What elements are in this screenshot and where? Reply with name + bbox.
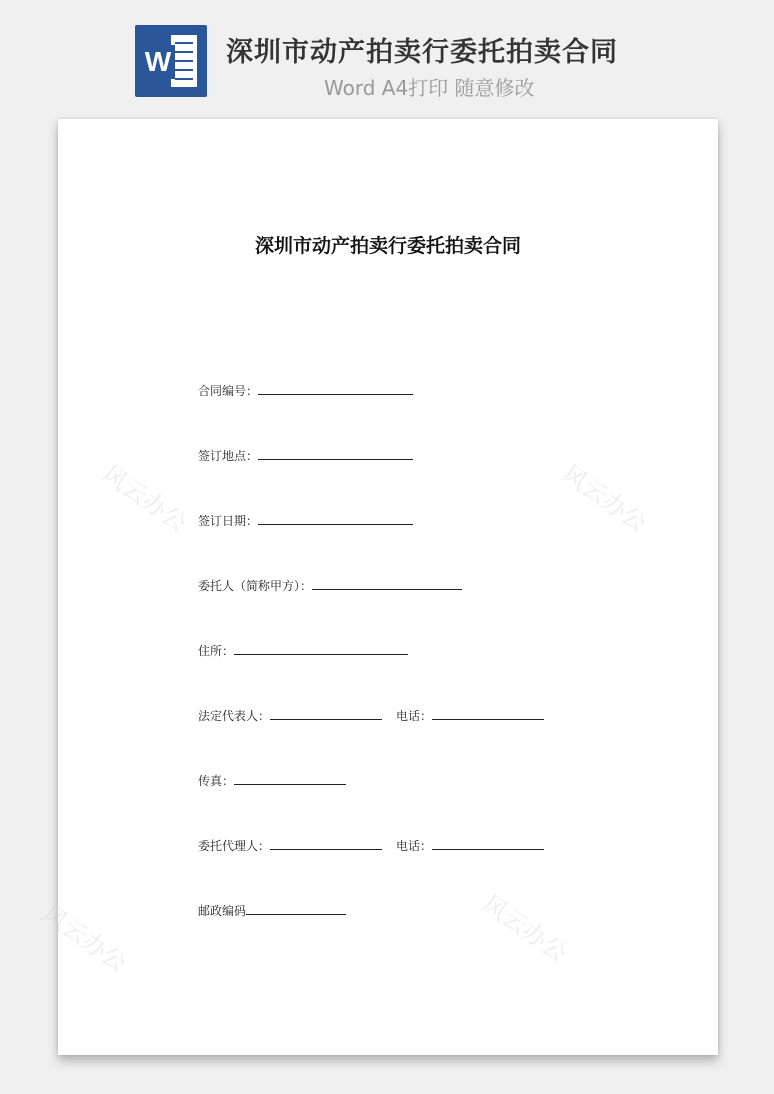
sign-date-blank[interactable] bbox=[258, 512, 413, 525]
contract-number-field bbox=[198, 382, 413, 399]
agent-blank[interactable] bbox=[270, 837, 382, 850]
watermark: 风云办公 bbox=[557, 459, 652, 538]
fax-field bbox=[198, 772, 346, 789]
fax-blank[interactable] bbox=[234, 772, 346, 785]
postcode-field bbox=[198, 902, 346, 919]
client-field bbox=[198, 577, 462, 594]
sign-date-label: 签订日期： bbox=[198, 514, 259, 528]
word-letter: W bbox=[141, 45, 175, 79]
contract-number-blank[interactable] bbox=[258, 382, 413, 395]
legal-rep-label: 法定代表人： bbox=[198, 709, 271, 723]
phone-label: 电话： bbox=[396, 709, 433, 723]
agent-field bbox=[198, 837, 544, 854]
legal-rep-blank[interactable] bbox=[270, 707, 382, 720]
word-icon bbox=[135, 25, 207, 97]
address-label: 住所： bbox=[198, 644, 235, 658]
agent-label: 委托代理人： bbox=[198, 839, 271, 853]
address-field bbox=[198, 642, 408, 659]
sign-date-field bbox=[198, 512, 413, 529]
watermark: 风云办公 bbox=[97, 459, 192, 538]
client-blank[interactable] bbox=[312, 577, 462, 590]
client-label: 委托人（简称甲方）： bbox=[198, 579, 313, 593]
document-page bbox=[37, 119, 718, 1055]
phone-label-2: 电话： bbox=[396, 839, 433, 853]
phone-blank-2[interactable] bbox=[432, 837, 544, 850]
watermark: 风云办公 bbox=[37, 899, 132, 978]
watermark: 风云办公 bbox=[477, 889, 572, 968]
phone-blank[interactable] bbox=[432, 707, 544, 720]
fax-label: 传真： bbox=[198, 774, 235, 788]
document-title: 深圳市动产拍卖行委托拍卖合同 bbox=[254, 235, 521, 257]
contract-number-label: 合同编号： bbox=[198, 384, 259, 398]
header-banner bbox=[0, 0, 774, 115]
header-subtitle: Word A4打印 随意修改 bbox=[324, 76, 535, 100]
legal-rep-field bbox=[198, 707, 544, 724]
postcode-blank[interactable] bbox=[246, 902, 346, 915]
sign-place-blank[interactable] bbox=[258, 447, 413, 460]
sign-place-label: 签订地点： bbox=[198, 449, 259, 463]
address-blank[interactable] bbox=[234, 642, 408, 655]
sign-place-field bbox=[198, 447, 413, 464]
header-title: 深圳市动产拍卖行委托拍卖合同 bbox=[226, 37, 618, 68]
postcode-label: 邮政编码 bbox=[198, 904, 247, 918]
